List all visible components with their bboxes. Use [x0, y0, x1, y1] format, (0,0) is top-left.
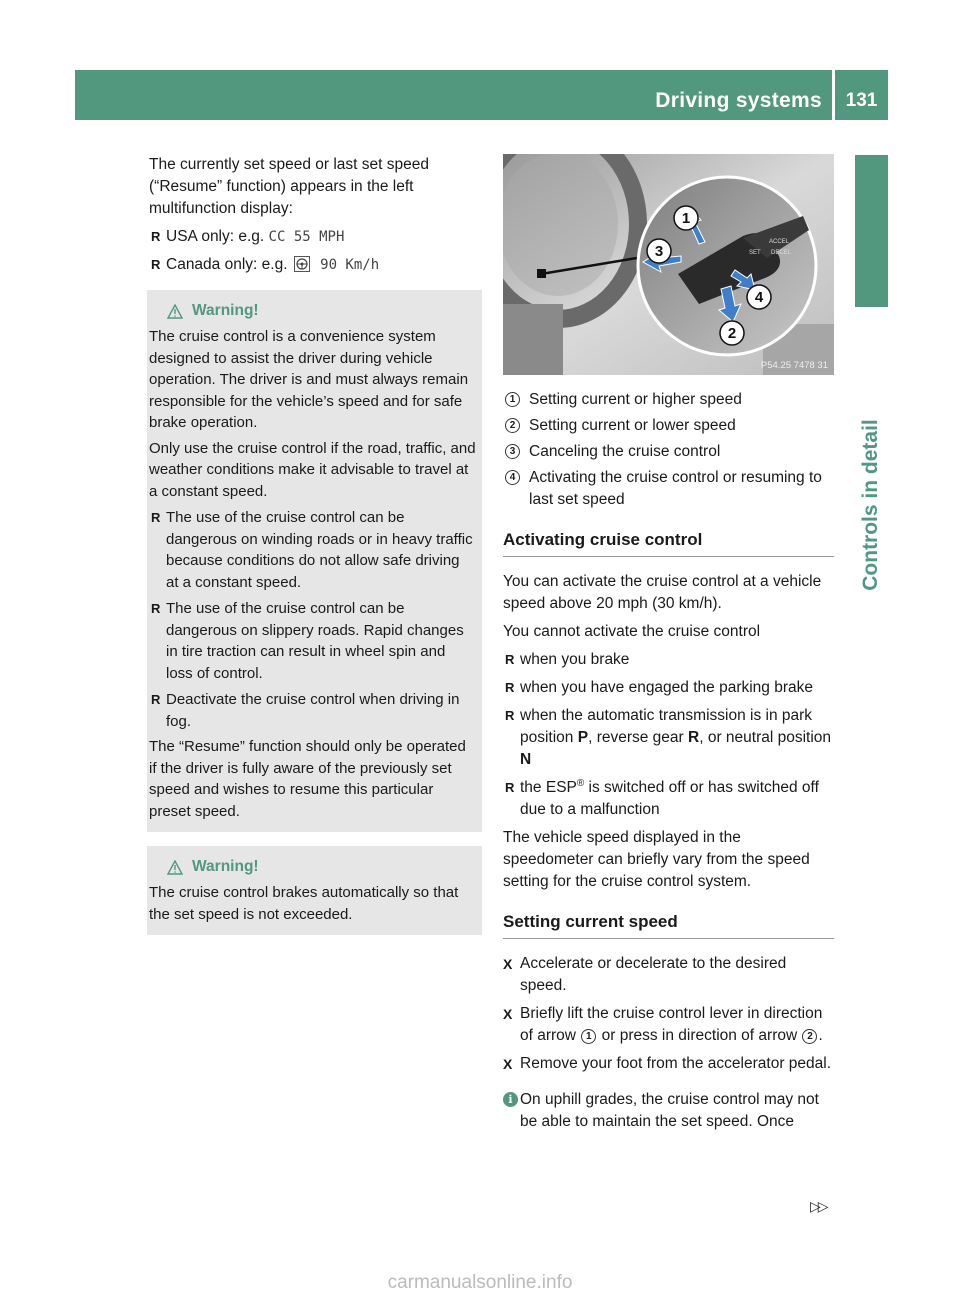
section-title: Driving systems	[655, 89, 822, 112]
warning-triangle-icon	[167, 860, 183, 875]
example-canada	[149, 254, 480, 276]
condition-bullet: R when you have engaged the parking brake	[505, 679, 813, 696]
step-marker-icon: X	[503, 956, 513, 972]
warning-box-1	[147, 290, 482, 832]
condition-bullet: R when you brake	[505, 651, 630, 668]
figure-callout-1: 1	[681, 210, 691, 227]
body-paragraph: You can activate the cruise control at a vehicle speed above 20 mph (30 km/h).	[503, 573, 822, 612]
figure-callout-2: 2	[727, 325, 737, 342]
callout-item: 3 Canceling the cruise control	[503, 441, 834, 463]
figure-callout-4: 4	[754, 289, 764, 306]
warning-heading: Warning!	[149, 300, 476, 322]
callout-list	[503, 389, 834, 511]
intro-paragraph: The currently set speed or last set speed (“Resume” function) appears in the left multifunction display:	[149, 156, 430, 217]
info-note: i On uphill grades, the cruise control may not be able to maintain the set speed. Once	[503, 1089, 834, 1133]
example-usa	[149, 226, 480, 248]
step-marker-icon: X	[503, 1056, 513, 1072]
lever-label-decel: DECEL	[771, 250, 792, 256]
warning-paragraph: Only use the cruise control if the road, traffic, and weather conditions make it advisable to travel at a constant speed.	[149, 439, 476, 500]
cruise-control-lever-figure	[503, 154, 834, 375]
continue-arrows: ▷▷	[810, 1198, 826, 1214]
instruction-step: X Remove your foot from the accelerator pedal.	[503, 1053, 834, 1075]
instruction-step: X Accelerate or decelerate to the desired speed.	[503, 955, 787, 994]
right-column	[503, 154, 834, 1133]
lever-label-set: SET	[749, 250, 761, 256]
step-marker-icon: X	[503, 1006, 513, 1022]
side-tab-label: Controls in detail	[859, 419, 882, 591]
section-heading-activating: Activating cruise control	[503, 529, 834, 557]
warning-paragraph: The cruise control brakes automatically so that the set speed is not exceeded.	[149, 884, 459, 923]
example-label: USA only: e.g.	[166, 228, 265, 245]
warning-bullet: R Deactivate the cruise control when driving in fog.	[151, 691, 460, 730]
bullet-icon: R	[151, 229, 161, 244]
bullet-icon: R	[151, 257, 161, 272]
steering-wheel-icon	[294, 256, 310, 272]
info-icon: i	[503, 1092, 518, 1107]
watermark: carmanualsonline.info	[387, 1272, 573, 1293]
body-paragraph: The vehicle speed displayed in the speedometer can briefly vary from the speed setting for the cruise control system.	[503, 829, 810, 890]
callout-item: 1 Setting current or higher speed	[503, 389, 834, 411]
warning-paragraph: The “Resume” function should only be operated if the driver is fully aware of the previously set speed and wishes to resume this particular preset speed.	[149, 738, 466, 820]
side-tab	[855, 155, 888, 307]
instruction-step: X Briefly lift the cruise control lever in direction of arrow 1 or press in direction of arrow 2 .	[503, 1005, 823, 1044]
example-display-value: 90 Km/h	[320, 257, 380, 273]
example-label: Canada only: e.g.	[166, 256, 288, 273]
example-display-value: CC 55 MPH	[268, 229, 345, 245]
figure-code: P54.25 7478 31	[760, 360, 828, 371]
condition-bullet: R the ESP® is switched off or has switched off due to a malfunction	[505, 777, 819, 818]
body-paragraph: You cannot activate the cruise control	[503, 623, 761, 640]
left-column	[149, 154, 480, 935]
warning-box-2	[147, 846, 482, 935]
warning-triangle-icon	[167, 304, 183, 319]
warning-bullet: R The use of the cruise control can be dangerous on slippery roads. Rapid changes in tire traction can result in wheel spin and loss of control.	[151, 600, 464, 682]
callout-item: 4 Activating the cruise control or resuming to last set speed	[503, 467, 834, 511]
page-number: 131	[845, 90, 878, 111]
figure-callout-3: 3	[654, 243, 664, 260]
callout-item: 2 Setting current or lower speed	[503, 415, 834, 437]
condition-bullet: R when the automatic transmission is in park position P, reverse gear R, or neutral position N	[505, 707, 832, 768]
lever-label-accel: ACCEL	[769, 239, 790, 245]
warning-bullet: R The use of the cruise control can be dangerous on winding roads or in heavy traffic because conditions do not allow safe driving at a constant speed.	[151, 509, 473, 591]
warning-paragraph: The cruise control is a convenience system designed to assist the driver during vehicle operation. The driver is and must always remain responsible for the vehicle’s speed and for safe brake operation.	[149, 328, 469, 431]
section-heading-setting-speed: Setting current speed	[503, 911, 834, 939]
warning-heading: Warning!	[149, 856, 476, 878]
